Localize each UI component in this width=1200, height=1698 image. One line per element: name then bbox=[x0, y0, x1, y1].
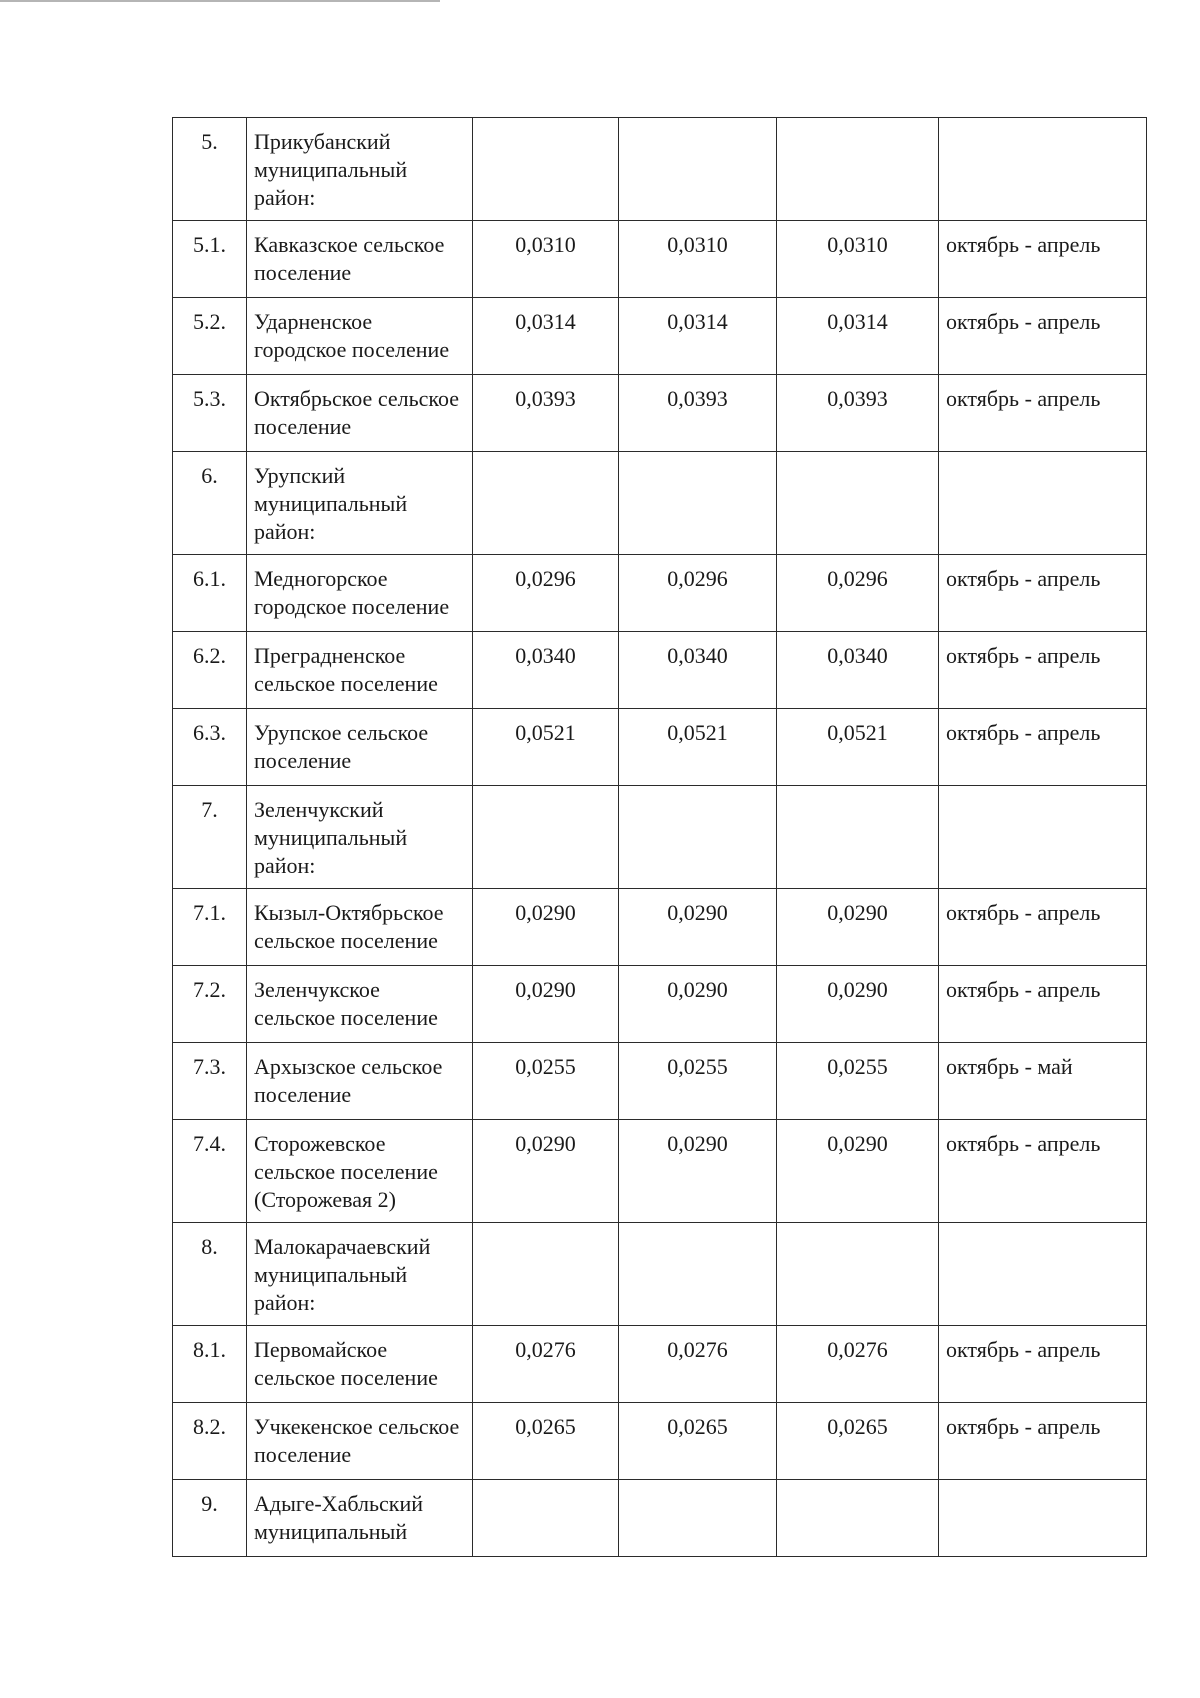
value-cell-2: 0,0314 bbox=[619, 298, 777, 375]
value-cell-1: 0,0296 bbox=[473, 555, 619, 632]
period-cell: октябрь - апрель bbox=[939, 221, 1147, 298]
row-number: 9. bbox=[173, 1480, 247, 1557]
settlement-name: Кызыл-Октябрьское сельское поселение bbox=[247, 889, 473, 966]
period-cell: октябрь - апрель bbox=[939, 298, 1147, 375]
value-cell-1: 0,0290 bbox=[473, 1120, 619, 1223]
value-cell-2 bbox=[619, 786, 777, 889]
tariff-table bbox=[172, 117, 1147, 1557]
value-cell-1: 0,0340 bbox=[473, 632, 619, 709]
row-number: 7.3. bbox=[173, 1043, 247, 1120]
value-cell-2: 0,0340 bbox=[619, 632, 777, 709]
table-row bbox=[173, 221, 1147, 298]
value-cell-3: 0,0340 bbox=[777, 632, 939, 709]
value-cell-3: 0,0393 bbox=[777, 375, 939, 452]
value-cell-2: 0,0393 bbox=[619, 375, 777, 452]
scan-edge-line bbox=[0, 0, 440, 2]
settlement-name: Зеленчукский муниципальный район: bbox=[247, 786, 473, 889]
value-cell-1: 0,0393 bbox=[473, 375, 619, 452]
settlement-name: Урупский муниципальный район: bbox=[247, 452, 473, 555]
value-cell-2 bbox=[619, 118, 777, 221]
settlement-name: Первомайское сельское поселение bbox=[247, 1326, 473, 1403]
period-cell: октябрь - апрель bbox=[939, 632, 1147, 709]
table-row bbox=[173, 786, 1147, 889]
settlement-name: Преградненское сельское поселение bbox=[247, 632, 473, 709]
value-cell-2: 0,0290 bbox=[619, 889, 777, 966]
settlement-name: Урупское сельское поселение bbox=[247, 709, 473, 786]
settlement-name: Малокарачаевский муниципальный район: bbox=[247, 1223, 473, 1326]
value-cell-1: 0,0290 bbox=[473, 966, 619, 1043]
table-row bbox=[173, 375, 1147, 452]
table-row bbox=[173, 452, 1147, 555]
period-cell: октябрь - апрель bbox=[939, 709, 1147, 786]
period-cell: октябрь - апрель bbox=[939, 966, 1147, 1043]
row-number: 7.1. bbox=[173, 889, 247, 966]
row-number: 8. bbox=[173, 1223, 247, 1326]
table-row bbox=[173, 966, 1147, 1043]
period-cell: октябрь - май bbox=[939, 1043, 1147, 1120]
table-row bbox=[173, 298, 1147, 375]
value-cell-2: 0,0255 bbox=[619, 1043, 777, 1120]
value-cell-3 bbox=[777, 786, 939, 889]
value-cell-2 bbox=[619, 1480, 777, 1557]
settlement-name: Ударненское городское поселение bbox=[247, 298, 473, 375]
row-number: 7. bbox=[173, 786, 247, 889]
table-row bbox=[173, 1403, 1147, 1480]
period-cell: октябрь - апрель bbox=[939, 1326, 1147, 1403]
period-cell: октябрь - апрель bbox=[939, 889, 1147, 966]
value-cell-1: 0,0314 bbox=[473, 298, 619, 375]
row-number: 6.3. bbox=[173, 709, 247, 786]
settlement-name: Медногорское городское поселение bbox=[247, 555, 473, 632]
row-number: 6.1. bbox=[173, 555, 247, 632]
value-cell-2 bbox=[619, 1223, 777, 1326]
value-cell-1 bbox=[473, 786, 619, 889]
table-row bbox=[173, 555, 1147, 632]
period-cell bbox=[939, 452, 1147, 555]
settlement-name: Кавказское сельское поселение bbox=[247, 221, 473, 298]
value-cell-2: 0,0296 bbox=[619, 555, 777, 632]
settlement-name: Архызское сельское поселение bbox=[247, 1043, 473, 1120]
period-cell: октябрь - апрель bbox=[939, 1403, 1147, 1480]
table-row bbox=[173, 1120, 1147, 1223]
row-number: 6. bbox=[173, 452, 247, 555]
value-cell-2: 0,0290 bbox=[619, 1120, 777, 1223]
value-cell-3: 0,0255 bbox=[777, 1043, 939, 1120]
table-row bbox=[173, 1480, 1147, 1557]
row-number: 5.1. bbox=[173, 221, 247, 298]
table-row bbox=[173, 1326, 1147, 1403]
period-cell bbox=[939, 118, 1147, 221]
value-cell-3: 0,0521 bbox=[777, 709, 939, 786]
settlement-name: Учкекенское сельское поселение bbox=[247, 1403, 473, 1480]
value-cell-2: 0,0290 bbox=[619, 966, 777, 1043]
value-cell-2: 0,0310 bbox=[619, 221, 777, 298]
value-cell-3 bbox=[777, 1223, 939, 1326]
value-cell-3: 0,0290 bbox=[777, 1120, 939, 1223]
value-cell-1: 0,0310 bbox=[473, 221, 619, 298]
table-row bbox=[173, 709, 1147, 786]
value-cell-3 bbox=[777, 452, 939, 555]
period-cell bbox=[939, 1223, 1147, 1326]
value-cell-3: 0,0265 bbox=[777, 1403, 939, 1480]
value-cell-1: 0,0276 bbox=[473, 1326, 619, 1403]
value-cell-1 bbox=[473, 118, 619, 221]
settlement-name: Зеленчукское сельское поселение bbox=[247, 966, 473, 1043]
table-row bbox=[173, 632, 1147, 709]
value-cell-3 bbox=[777, 118, 939, 221]
value-cell-1: 0,0255 bbox=[473, 1043, 619, 1120]
value-cell-3: 0,0314 bbox=[777, 298, 939, 375]
value-cell-2 bbox=[619, 452, 777, 555]
period-cell: октябрь - апрель bbox=[939, 1120, 1147, 1223]
value-cell-1: 0,0290 bbox=[473, 889, 619, 966]
value-cell-3: 0,0290 bbox=[777, 889, 939, 966]
period-cell: октябрь - апрель bbox=[939, 375, 1147, 452]
settlement-name: Адыге-Хабльский муниципальный bbox=[247, 1480, 473, 1557]
period-cell bbox=[939, 786, 1147, 889]
table-row bbox=[173, 1223, 1147, 1326]
row-number: 5.3. bbox=[173, 375, 247, 452]
row-number: 5. bbox=[173, 118, 247, 221]
value-cell-1: 0,0521 bbox=[473, 709, 619, 786]
value-cell-1 bbox=[473, 452, 619, 555]
settlement-name: Сторожевское сельское поселение (Сторожевая 2) bbox=[247, 1120, 473, 1223]
value-cell-1 bbox=[473, 1480, 619, 1557]
value-cell-1: 0,0265 bbox=[473, 1403, 619, 1480]
table-row bbox=[173, 889, 1147, 966]
settlement-name: Прикубанский муниципальный район: bbox=[247, 118, 473, 221]
table-row bbox=[173, 118, 1147, 221]
row-number: 7.4. bbox=[173, 1120, 247, 1223]
row-number: 8.1. bbox=[173, 1326, 247, 1403]
row-number: 8.2. bbox=[173, 1403, 247, 1480]
value-cell-2: 0,0276 bbox=[619, 1326, 777, 1403]
value-cell-3 bbox=[777, 1480, 939, 1557]
period-cell: октябрь - апрель bbox=[939, 555, 1147, 632]
value-cell-1 bbox=[473, 1223, 619, 1326]
value-cell-2: 0,0265 bbox=[619, 1403, 777, 1480]
row-number: 5.2. bbox=[173, 298, 247, 375]
value-cell-3: 0,0276 bbox=[777, 1326, 939, 1403]
value-cell-3: 0,0290 bbox=[777, 966, 939, 1043]
row-number: 7.2. bbox=[173, 966, 247, 1043]
value-cell-3: 0,0310 bbox=[777, 221, 939, 298]
period-cell bbox=[939, 1480, 1147, 1557]
value-cell-2: 0,0521 bbox=[619, 709, 777, 786]
value-cell-3: 0,0296 bbox=[777, 555, 939, 632]
table-row bbox=[173, 1043, 1147, 1120]
row-number: 6.2. bbox=[173, 632, 247, 709]
settlement-name: Октябрьское сельское поселение bbox=[247, 375, 473, 452]
